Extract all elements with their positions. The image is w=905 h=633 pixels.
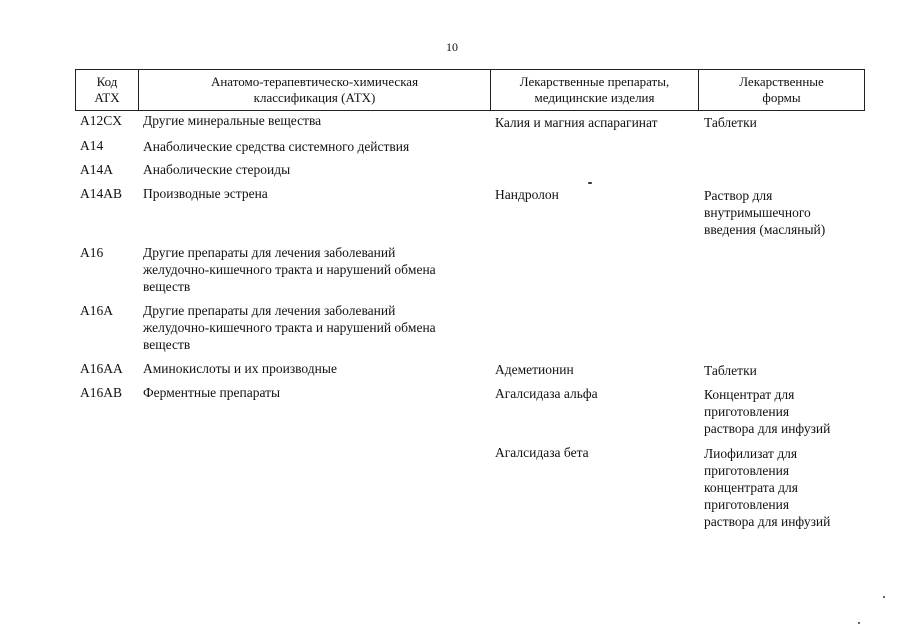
scan-speck <box>588 182 592 184</box>
row-code: A16A <box>80 303 113 318</box>
row-form: Таблетки <box>704 363 757 378</box>
row-classification: Другие минеральные вещества <box>143 113 322 128</box>
row-drug: Агалсидаза альфа <box>495 386 598 401</box>
row-code: A12CX <box>80 113 123 128</box>
row-classification: Анаболические средства системного действия <box>143 139 410 154</box>
row-classification: Другие препараты для лечения заболеваний желудочно-кишечного тракта и нарушений обмена веществ <box>143 245 436 294</box>
row-form: Концентрат для приготовления раствора для инфузий <box>704 387 831 436</box>
row-drug: Нандролон <box>495 187 559 202</box>
row-code: A14AB <box>80 186 123 201</box>
row-form: Лиофилизат для приготовления концентрата для приготовления раствора для инфузий <box>704 446 831 529</box>
header-code-label: Код ATX <box>94 74 120 105</box>
row-code: A16 <box>80 245 104 260</box>
row-classification: Анаболические стероиды <box>143 162 291 177</box>
row-classification: Ферментные препараты <box>143 385 281 400</box>
row-form: Таблетки <box>704 115 757 130</box>
header-drugs-label: Лекарственные препараты, медицинские изделия <box>519 74 670 105</box>
row-classification: Другие препараты для лечения заболеваний желудочно-кишечного тракта и нарушений обмена веществ <box>143 303 436 352</box>
row-form: Раствор для внутримышечного введения (масляный) <box>704 188 826 237</box>
row-code: A16AA <box>80 361 123 376</box>
row-classification: Производные эстрена <box>143 186 268 201</box>
page-number: 10 <box>446 40 458 54</box>
header-forms-label: Лекарственные формы <box>739 74 824 105</box>
scan-speck <box>858 622 860 624</box>
row-drug: Агалсидаза бета <box>495 445 589 460</box>
row-drug: Калия и магния аспарагинат <box>495 115 658 130</box>
row-code: A14 <box>80 138 104 153</box>
row-drug: Адеметионин <box>495 362 574 377</box>
row-classification: Аминокислоты и их производные <box>143 361 337 376</box>
row-code: A16AB <box>80 385 123 400</box>
scan-speck <box>883 596 885 598</box>
row-code: A14A <box>80 162 113 177</box>
header-classification-label: Анатомо-терапевтическо-химическая классификация (АТХ) <box>210 74 419 105</box>
